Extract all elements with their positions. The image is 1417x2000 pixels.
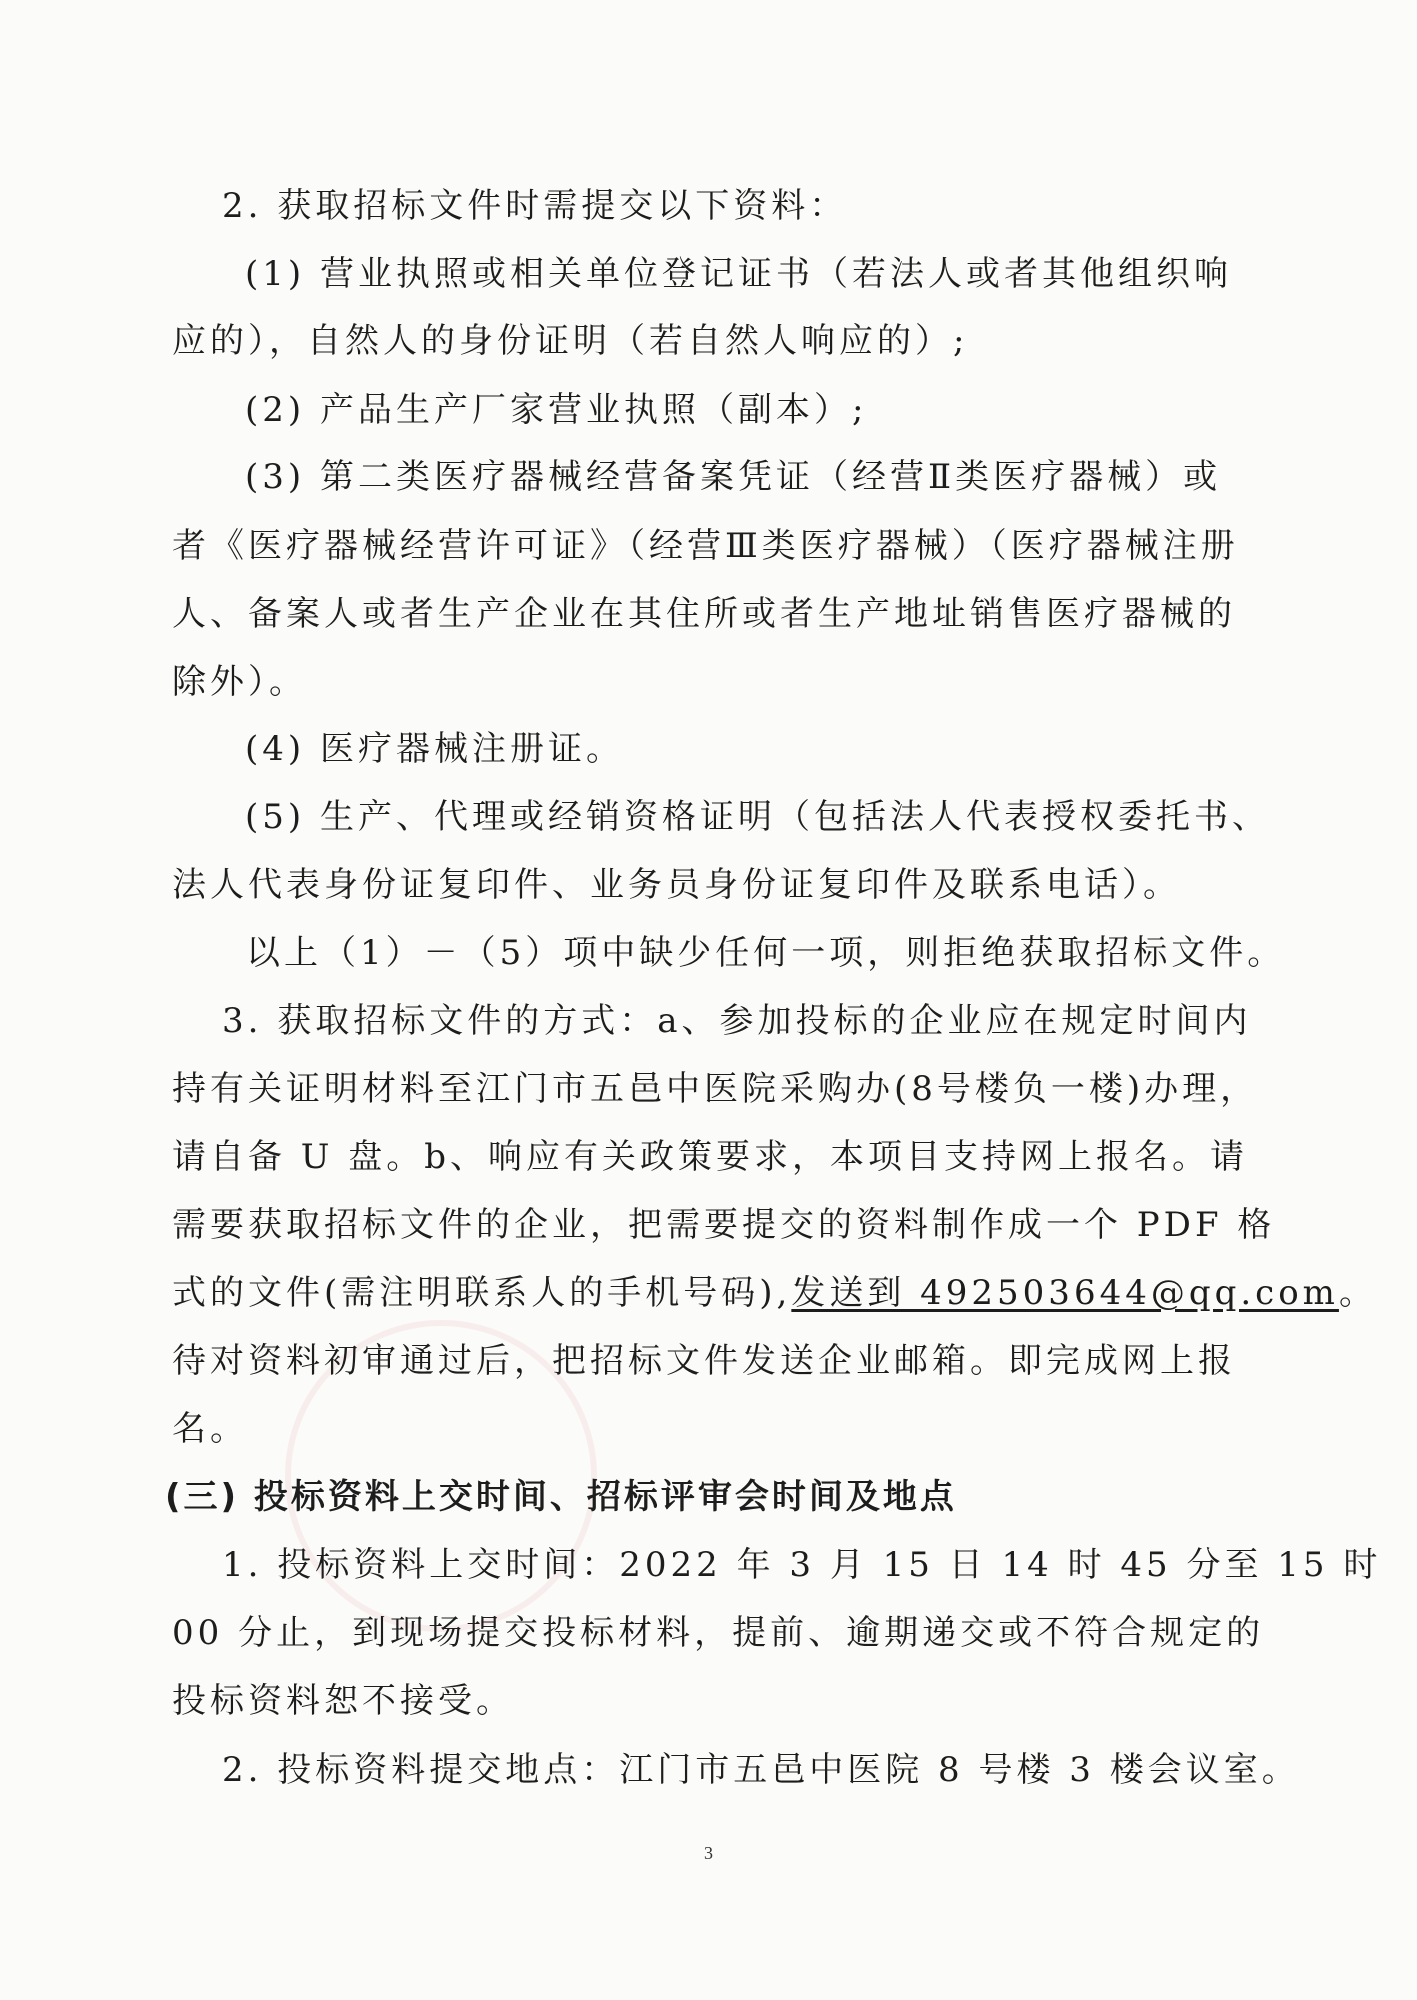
section-item-3-cont-5: 待对资料初审通过后，把招标文件发送企业邮箱。即完成网上报 [172,1341,1236,1381]
email-address-link[interactable]: 发送到 492503644@qq.com [791,1273,1339,1313]
section-item-3-cont-3: 需要获取招标文件的企业，把需要提交的资料制作成一个 PDF 格 [172,1205,1276,1245]
list-item-4: (4) 医疗器械注册证。 [245,729,624,769]
list-item-3-cont-1: 者《医疗器械经营许可证》（经营Ⅲ类医疗器械）（医疗器械注册 [172,526,1239,566]
list-item-3-cont-3: 除外）。 [172,662,307,702]
section-item-3-cont-6: 名。 [172,1409,248,1449]
submission-time: 1. 投标资料上交时间：2022 年 3 月 15 日 14 时 45 分至 15 时 [222,1545,1382,1585]
section-item-3: 3. 获取招标文件的方式：a、参加投标的企业应在规定时间内 [222,1001,1252,1041]
email-line-end: 。 [1338,1273,1377,1313]
section-heading-3: (三) 投标资料上交时间、招标评审会时间及地点 [165,1477,957,1517]
submission-location: 2. 投标资料提交地点：江门市五邑中医院 8 号楼 3 楼会议室。 [222,1750,1300,1790]
requirement-note: 以上（1）－（5）项中缺少任何一项，则拒绝获取招标文件。 [246,933,1286,973]
section-item-2: 2. 获取招标文件时需提交以下资料： [222,186,848,226]
submission-time-cont-2: 投标资料恕不接受。 [172,1681,514,1721]
section-item-3-cont-1: 持有关证明材料至江门市五邑中医院采购办(8号楼负一楼)办理， [172,1069,1259,1109]
list-item-1-cont: 应的），自然人的身份证明（若自然人响应的）; [172,321,969,361]
list-item-2: (2) 产品生产厂家营业执照（副本）; [245,390,868,430]
list-item-5-cont: 法人代表身份证复印件、业务员身份证复印件及联系电话）。 [172,865,1181,905]
list-item-1: (1) 营业执照或相关单位登记证书（若法人或者其他组织响 [245,254,1232,294]
section-item-3-cont-2: 请自备 U 盘。b、响应有关政策要求，本项目支持网上报名。请 [172,1137,1249,1177]
list-item-5: (5) 生产、代理或经销资格证明（包括法人代表授权委托书、 [245,797,1270,837]
list-item-3-cont-2: 人、备案人或者生产企业在其住所或者生产地址销售医疗器械的 [172,594,1236,634]
email-line-text: 式的文件(需注明联系人的手机号码), [172,1273,792,1313]
list-item-3: (3) 第二类医疗器械经营备案凭证（经营Ⅱ类医疗器械）或 [245,457,1222,497]
section-item-3-cont-4 [172,1273,1377,1313]
page-number: 3 [704,1843,713,1863]
submission-time-cont-1: 00 分止，到现场提交投标材料，提前、逾期递交或不符合规定的 [172,1613,1265,1653]
